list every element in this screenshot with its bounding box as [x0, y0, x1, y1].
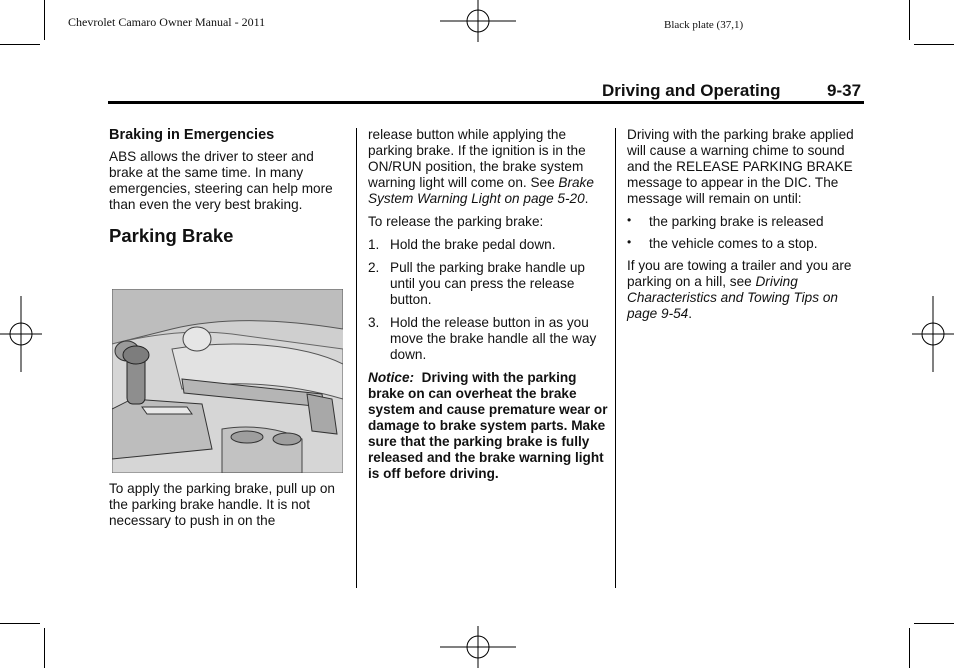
abs-paragraph: ABS allows the driver to steer and brake at the same time. In many emergencies, steering can help more than even the very best braking.: [109, 149, 333, 212]
towing-paragraph: [627, 258, 863, 322]
notice-paragraph: [368, 370, 608, 482]
release-text-b: .: [584, 191, 589, 206]
bullet-text: the parking brake is released: [649, 214, 824, 229]
subsection-heading: Braking in Emergencies: [109, 127, 275, 143]
step-text: Pull the parking brake handle up until you can press the release button.: [390, 260, 585, 307]
step-number: 1.: [368, 237, 380, 252]
header-rule: [108, 101, 864, 104]
column-divider: [356, 128, 357, 588]
list-item: [627, 214, 863, 230]
manual-title: Chevrolet Camaro Owner Manual - 2011: [68, 15, 266, 29]
section-heading: Parking Brake: [109, 225, 234, 246]
notice-label: Notice:: [368, 370, 415, 385]
column-divider: [615, 128, 616, 588]
column-3: [627, 127, 863, 329]
until-list: [627, 214, 863, 252]
parking-brake-drawing-icon: [112, 289, 343, 473]
column-2: [368, 127, 608, 489]
list-item: [368, 260, 608, 308]
release-text-a: release button while applying the parking brake. If the ignition is in the ON/RUN position, the brake system warning light will come on. See: [368, 127, 586, 190]
crop-mark: [909, 0, 910, 40]
step-number: 2.: [368, 260, 380, 275]
towing-text-a: If you are towing a trailer and you are parking on a hill, see: [627, 258, 852, 289]
step-number: 3.: [368, 315, 380, 330]
crop-mark: [914, 623, 954, 624]
release-steps-list: [368, 237, 608, 363]
crop-mark: [44, 628, 45, 668]
crop-mark: [0, 44, 40, 45]
parking-brake-illustration: [112, 289, 343, 473]
section-title: Driving and Operating: [602, 81, 781, 100]
bullet-text: the vehicle comes to a stop.: [649, 236, 818, 251]
notice-text: Driving with the parking brake on can overheat the brake system and cause premature wear or damage to brake system parts. Make sure that the parking brake is fully released and the brake warning light is off before driving.: [368, 370, 608, 481]
registration-mark-icon: [440, 626, 516, 668]
list-item: [368, 237, 608, 253]
list-item: [627, 236, 863, 252]
plate-label: Black plate (37,1): [664, 19, 744, 31]
bullet-icon: •: [627, 213, 632, 227]
towing-text-b: .: [688, 306, 693, 321]
warning-chime-paragraph: Driving with the parking brake applied will cause a warning chime to sound and the RELEASE PARKING BRAKE message to appear in the DIC. The message will remain on until:: [627, 127, 854, 206]
crop-mark: [44, 0, 45, 40]
registration-mark-icon: [912, 296, 954, 372]
apply-brake-paragraph: To apply the parking brake, pull up on the parking brake handle. It is not necessary to push in on the: [109, 481, 335, 528]
crop-mark: [914, 44, 954, 45]
registration-mark-icon: [440, 0, 516, 42]
cross-reference-link[interactable]: Driving Characteristics and Towing Tips on page 9-54: [627, 274, 838, 321]
cross-reference-link[interactable]: Brake System Warning Light on page 5-20: [368, 175, 594, 206]
crop-mark: [909, 628, 910, 668]
registration-mark-icon: [0, 296, 42, 372]
page-number: 9-37: [827, 81, 862, 100]
release-button-paragraph: [368, 127, 608, 207]
crop-mark: [0, 623, 40, 624]
bullet-icon: •: [627, 235, 632, 249]
release-intro: To release the parking brake:: [368, 214, 544, 229]
step-text: Hold the release button in as you move the brake handle all the way down.: [390, 315, 597, 362]
step-text: Hold the brake pedal down.: [390, 237, 556, 252]
column-1: [109, 127, 347, 252]
list-item: [368, 315, 608, 363]
column-1-lower: [109, 481, 347, 536]
